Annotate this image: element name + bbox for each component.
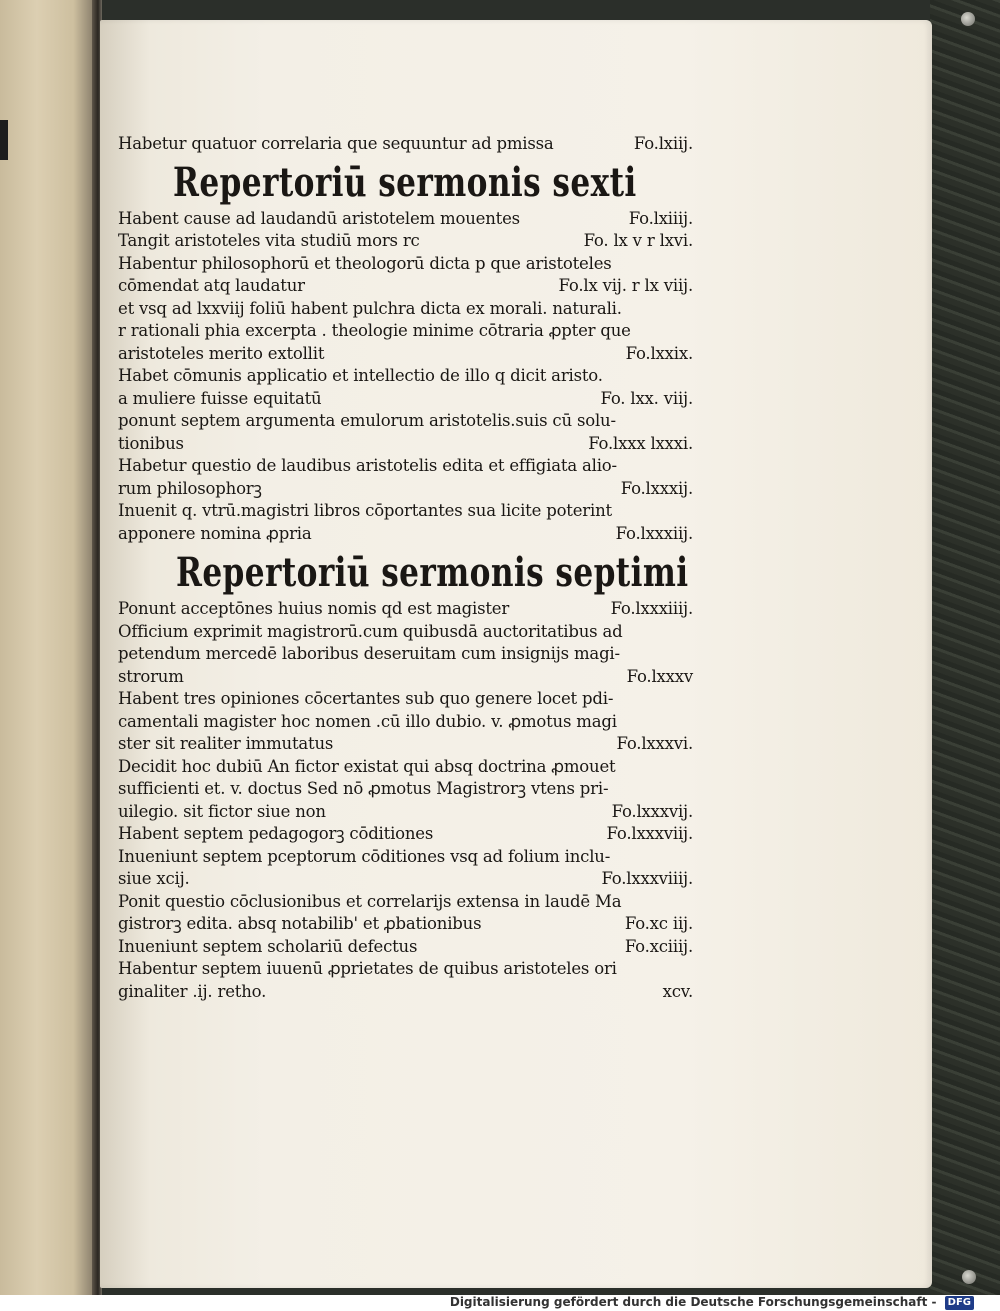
line-text: rum philosophorꝫ <box>118 478 262 498</box>
line-text: r rationali phia excerpta . theologie minime cōtraria ꝓpter que <box>118 321 631 340</box>
line-text: camentali magister hoc nomen .cū illo dubio. v. ꝓmotus magi <box>118 711 617 731</box>
text-line <box>118 913 693 936</box>
folio-reference: Fo.lxxxiij. <box>615 523 693 543</box>
folio-reference: Fo.lxxxviij. <box>606 824 693 843</box>
tack-top <box>961 12 975 26</box>
line-text: Tangit aristoteles vita studiū mors rc <box>118 231 420 250</box>
line-text: apponere nomina ꝓpria <box>118 523 312 543</box>
text-line <box>118 958 693 981</box>
text-line <box>118 756 693 779</box>
line-text: ginaliter .ij. retho. <box>118 981 267 1001</box>
folio-reference: Fo.lxxxvi. <box>616 734 693 753</box>
text-line <box>118 936 693 959</box>
line-text: Inuenit q. vtrū.magistri libros cōportantes sua licite poterint <box>118 501 612 520</box>
text-line <box>118 365 693 388</box>
line-text: Habentur septem iuuenū ꝓprietates de quibus aristoteles ori <box>118 959 617 978</box>
line-text: Ponit questio cōclusionibus et correlarijs extensa in laudē Ma <box>118 891 622 911</box>
dfg-logo: DFG <box>945 1296 974 1310</box>
text-line <box>118 801 693 824</box>
left-page-edge <box>0 0 92 1295</box>
credit-text: Digitalisierung gefördert durch die Deutsche Forschungsgemeinschaft - <box>449 1295 937 1309</box>
text-line <box>118 478 693 501</box>
line-text: a muliere fuisse equitatū <box>118 388 322 408</box>
folio-reference: Fo.lxxix. <box>625 343 693 363</box>
cover-board <box>930 0 1000 1295</box>
folio-reference: Fo.lxxxv <box>626 666 693 686</box>
text-line <box>118 133 693 156</box>
text-line <box>118 388 693 411</box>
text-line <box>118 891 693 914</box>
text-line <box>118 523 693 546</box>
folio-reference: Fo.lx vij. r lx viij. <box>558 276 693 295</box>
text-block-sexti <box>118 208 693 546</box>
text-line <box>118 455 693 478</box>
line-text: Habent tres opiniones cōcertantes sub quo genere locet pdi- <box>118 689 614 708</box>
text-line <box>118 598 693 621</box>
line-text: Inueniunt septem scholariū defectus <box>118 936 418 956</box>
line-text: Ponunt acceptōnes huius nomis qd est magister <box>118 599 510 618</box>
section-heading-septimi: Repertoriū sermonis septimi <box>176 549 689 596</box>
digitization-credit <box>450 1294 974 1310</box>
text-line <box>118 275 693 298</box>
text-line <box>118 778 693 801</box>
line-text: Decidit hoc dubiū An fictor existat qui absq doctrina ꝓmouet <box>118 756 616 776</box>
text-block-intro <box>118 133 693 156</box>
folio-reference: Fo.lxiij. <box>633 134 693 153</box>
folio-reference: Fo.xciiij. <box>624 936 693 956</box>
binding-mark <box>0 120 8 160</box>
folio-reference: Fo.lxxxvij. <box>611 801 693 821</box>
line-text: Habent cause ad laudandū aristotelem mouentes <box>118 208 520 228</box>
folio-reference: xcv. <box>662 981 693 1001</box>
folio-reference: Fo. lx v r lxvi. <box>583 231 693 250</box>
text-line <box>118 433 693 456</box>
line-text: Habentur philosophorū et theologorū dicta p que aristoteles <box>118 253 612 273</box>
line-text: petendum mercedē laboribus deseruitam cum insignijs magi- <box>118 644 620 663</box>
line-text: Habent septem pedagogorꝫ cōditiones <box>118 824 434 843</box>
text-line <box>118 823 693 846</box>
line-text: aristoteles merito extollit <box>118 343 325 363</box>
text-line <box>118 981 693 1004</box>
line-text: siue xcij. <box>118 869 190 888</box>
text-line <box>118 410 693 433</box>
line-text: Officium exprimit magistrorū.cum quibusdā auctoritatibus ad <box>118 621 623 641</box>
text-line <box>118 343 693 366</box>
text-line <box>118 688 693 711</box>
line-text: sufficienti et. v. doctus Sed nō ꝓmotus Magistrorꝫ vtens pri- <box>118 779 609 798</box>
text-line <box>118 621 693 644</box>
text-block-septimi <box>118 598 693 1003</box>
line-text: uilegio. sit fictor siue non <box>118 801 326 821</box>
folio-reference: Fo.lxxx lxxxi. <box>588 433 693 453</box>
text-line <box>118 253 693 276</box>
text-line <box>118 500 693 523</box>
line-text: Habet cōmunis applicatio et intellectio de illo q dicit aristo. <box>118 366 603 385</box>
folio-reference: Fo.xc iij. <box>624 914 693 933</box>
line-text: Habetur questio de laudibus aristotelis edita et effigiata alio- <box>118 456 617 475</box>
line-text: cōmendat atq laudatur <box>118 276 305 295</box>
text-line <box>118 320 693 343</box>
page-text-block <box>118 133 693 1003</box>
section-heading-sexti: Repertoriū sermonis sexti <box>173 158 637 206</box>
text-line <box>118 846 693 869</box>
folio-reference: Fo. lxx. viij. <box>600 388 693 408</box>
text-line <box>118 208 693 231</box>
line-text: ponunt septem argumenta emulorum aristotelis.suis cū solu- <box>118 411 616 430</box>
folio-reference: Fo.lxxxiiij. <box>610 599 693 618</box>
line-text: Inueniunt septem pceptorum cōditiones vsq ad folium inclu- <box>118 846 611 866</box>
text-line <box>118 868 693 891</box>
text-line <box>118 298 693 321</box>
folio-reference: Fo.lxxxij. <box>620 478 693 498</box>
text-line <box>118 733 693 756</box>
text-line <box>118 711 693 734</box>
line-text: strorum <box>118 666 184 686</box>
text-line <box>118 666 693 689</box>
line-text: gistrorꝫ edita. absq notabilib' et ꝓbationibus <box>118 914 482 933</box>
text-line <box>118 230 693 253</box>
folio-reference: Fo.lxiiij. <box>628 208 693 228</box>
folio-reference: Fo.lxxxviiij. <box>601 869 693 888</box>
line-text: et vsq ad lxxviij foliū habent pulchra dicta ex morali. naturali. <box>118 298 622 318</box>
tack-bottom <box>962 1270 976 1284</box>
line-text: tionibus <box>118 433 184 453</box>
line-text: Habetur quatuor correlaria que sequuntur ad pmissa <box>118 134 554 153</box>
line-text: ster sit realiter immutatus <box>118 734 334 753</box>
text-line <box>118 643 693 666</box>
